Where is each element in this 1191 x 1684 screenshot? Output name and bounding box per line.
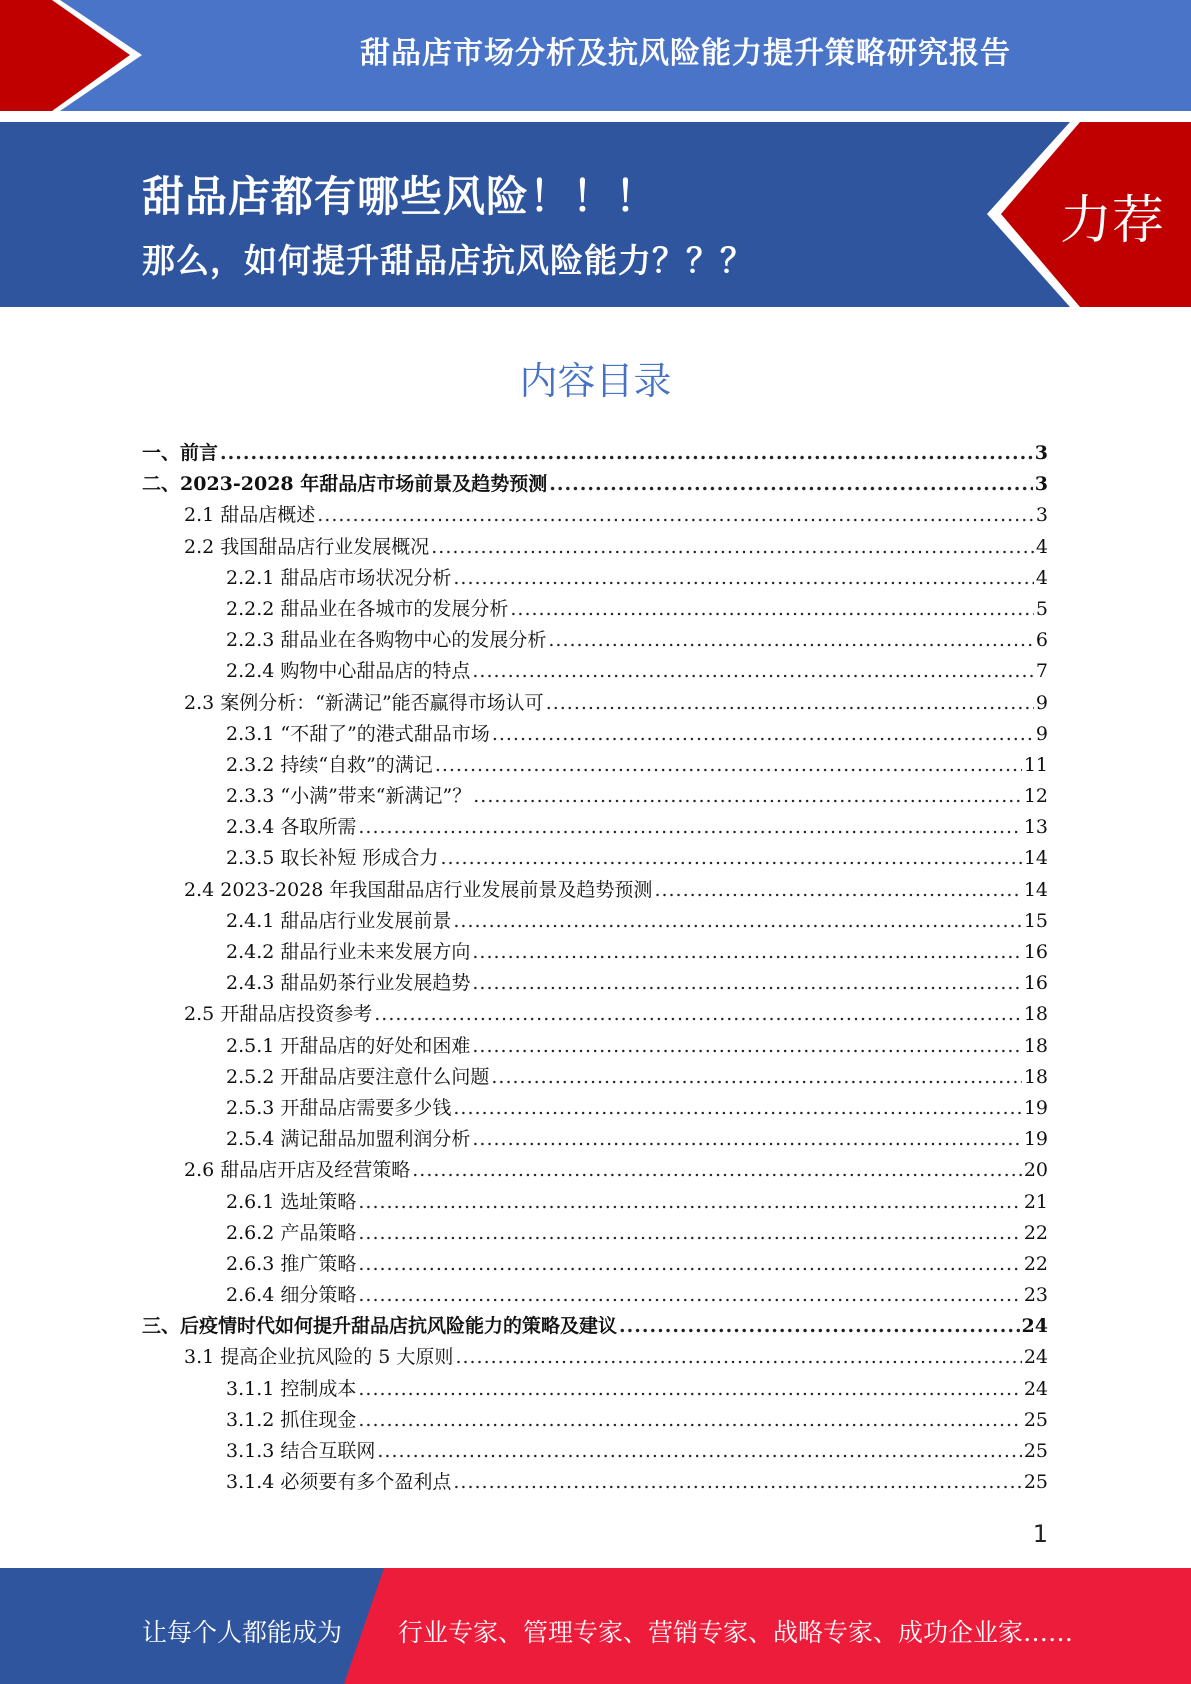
toc-entry[interactable]: [142, 1155, 1048, 1186]
toc-entry-text: 2.6.2 产品策略: [226, 1221, 357, 1244]
footer-slogan-right: 行业专家、管理专家、营销专家、战略专家、成功企业家……: [398, 1618, 1074, 1647]
toc-entry-text: 2.3.3 “小满”带来“新满记”？: [226, 785, 472, 808]
toc-leader-dots: [435, 754, 1022, 776]
toc-entry-text: 2.3.5 取长补短 形成合力: [226, 847, 439, 870]
toc-entry[interactable]: [142, 906, 1048, 937]
toc-entry-page: 5: [1035, 597, 1048, 620]
toc-entry-page: 16: [1023, 941, 1048, 963]
toc-entry-text: 3.1.2 抓住现金: [226, 1408, 357, 1431]
toc-leader-dots: [510, 598, 1034, 620]
toc-entry[interactable]: [142, 999, 1048, 1030]
toc-entry-text: 3.1 提高企业抗风险的 5 大原则: [184, 1346, 454, 1369]
toc-entry-page: 20: [1023, 1159, 1048, 1182]
toc-leader-dots: [473, 785, 1022, 807]
toc-entry-text: 3.1.3 结合互联网: [226, 1440, 376, 1462]
toc-entry[interactable]: [142, 1187, 1048, 1218]
toc-entry-page: 24: [1023, 1346, 1048, 1369]
toc-entry[interactable]: [142, 812, 1048, 843]
toc-entry[interactable]: [142, 594, 1048, 625]
toc-entry-text: 2.6 甜品店开店及经营策略: [184, 1159, 411, 1182]
toc-leader-dots: [546, 692, 1034, 714]
toc-leader-dots: [358, 1378, 1021, 1400]
toc-leader-dots: [358, 816, 1021, 838]
toc-entry[interactable]: [142, 1031, 1048, 1062]
toc-entry-text: 2.6.3 推广策略: [226, 1252, 357, 1275]
toc-leader-dots: [472, 941, 1021, 963]
toc-entry[interactable]: [142, 1436, 1048, 1467]
toc-entry[interactable]: [142, 937, 1048, 968]
toc-entry-text: 2.3.1 “不甜了”的港式甜品市场: [226, 722, 490, 745]
toc-entry[interactable]: [142, 1093, 1048, 1124]
toc-entry-page: 3: [1034, 442, 1048, 464]
top-banner: [0, 0, 1191, 111]
toc-leader-dots: [492, 723, 1034, 745]
toc-entry-page: 3: [1034, 473, 1048, 496]
toc-entry[interactable]: [142, 843, 1048, 874]
toc-entry-page: 25: [1023, 1408, 1048, 1431]
toc-entry[interactable]: [142, 1124, 1048, 1155]
toc-entry-page: 12: [1023, 785, 1048, 808]
toc-entry-page: 15: [1023, 909, 1048, 932]
toc-entry[interactable]: [142, 469, 1048, 500]
toc-entry-text: 一、前言: [142, 442, 219, 464]
toc-entry-text: 2.3.2 持续“自救”的满记: [226, 753, 433, 776]
toc-entry-page: 22: [1023, 1221, 1048, 1244]
toc-entry-page: 18: [1023, 1034, 1048, 1057]
toc-leader-dots: [358, 1191, 1021, 1213]
toc-entry-text: 2.6.4 细分策略: [226, 1284, 357, 1307]
toc-entry[interactable]: [142, 625, 1048, 656]
toc-entry[interactable]: [142, 1062, 1048, 1093]
toc-entry-text: 2.2.2 甜品业在各城市的发展分析: [226, 597, 509, 620]
toc-title: 内容目录: [519, 359, 672, 403]
toc-entry[interactable]: [142, 1467, 1048, 1498]
toc-leader-dots: [374, 1003, 1022, 1025]
banner-divider: [0, 111, 1191, 122]
toc-entry[interactable]: [142, 781, 1048, 812]
table-of-contents: [142, 438, 1048, 1498]
toc-leader-dots: [453, 1471, 1021, 1493]
toc-entry[interactable]: [142, 750, 1048, 781]
toc-leader-dots: [549, 473, 1033, 495]
toc-entry-text: 2.6.1 选址策略: [226, 1190, 357, 1213]
toc-entry[interactable]: [142, 1280, 1048, 1311]
hero-subheadline: 那么，如何提升甜品店抗风险能力？？？: [142, 241, 754, 280]
toc-entry[interactable]: [142, 1342, 1048, 1373]
toc-entry-page: 24: [1021, 1315, 1048, 1338]
toc-entry-page: 21: [1023, 1190, 1048, 1213]
toc-entry-text: 2.4 2023-2028 年我国甜品店行业发展前景及趋势预测: [184, 878, 653, 901]
toc-entry[interactable]: [142, 438, 1048, 469]
toc-entry-page: 4: [1035, 535, 1048, 558]
toc-entry-page: 7: [1035, 660, 1048, 683]
toc-entry[interactable]: [142, 500, 1048, 531]
toc-leader-dots: [491, 1066, 1021, 1088]
hero-headline: 甜品店都有哪些风险！！！: [142, 172, 659, 221]
toc-entry-page: 22: [1023, 1252, 1048, 1275]
toc-entry-page: 9: [1035, 722, 1048, 745]
toc-leader-dots: [412, 1159, 1022, 1181]
toc-entry-text: 3.1.1 控制成本: [226, 1377, 357, 1400]
toc-leader-dots: [358, 1409, 1021, 1431]
toc-entry-page: 3: [1035, 504, 1048, 527]
footer-slogan-left: 让每个人都能成为: [142, 1618, 343, 1647]
toc-entry-text: 2.2.1 甜品店市场状况分析: [226, 566, 452, 589]
toc-leader-dots: [431, 536, 1034, 558]
toc-entry-text: 2.2 我国甜品店行业发展概况: [184, 535, 430, 558]
toc-entry[interactable]: [142, 532, 1048, 563]
toc-entry[interactable]: [142, 1374, 1048, 1405]
toc-entry-page: 13: [1023, 816, 1048, 839]
toc-entry-page: 9: [1035, 691, 1048, 714]
toc-entry[interactable]: [142, 688, 1048, 719]
top-banner-arrow-icon: [0, 0, 150, 111]
toc-entry-text: 三、后疫情时代如何提升甜品店抗风险能力的策略及建议: [142, 1315, 618, 1338]
toc-entry-text: 二、2023-2028 年甜品店市场前景及趋势预测: [142, 473, 548, 496]
toc-entry-text: 2.5 开甜品店投资参考: [184, 1003, 373, 1026]
toc-entry[interactable]: [142, 1218, 1048, 1249]
toc-entry-text: 2.5.1 开甜品店的好处和困难: [226, 1034, 471, 1057]
toc-leader-dots: [358, 1284, 1021, 1306]
toc-entry[interactable]: [142, 968, 1048, 999]
toc-leader-dots: [472, 1035, 1021, 1057]
page-number: 1: [1032, 1520, 1048, 1548]
toc-leader-dots: [453, 910, 1021, 932]
toc-entry-page: 4: [1035, 566, 1048, 589]
toc-entry-text: 2.2.3 甜品业在各购物中心的发展分析: [226, 629, 547, 652]
toc-entry-text: 2.5.2 开甜品店要注意什么问题: [226, 1065, 490, 1088]
toc-leader-dots: [317, 504, 1034, 526]
toc-entry-page: 23: [1023, 1284, 1048, 1307]
toc-entry-text: 2.3.4 各取所需: [226, 816, 357, 839]
toc-entry[interactable]: [142, 875, 1048, 906]
recommend-badge: 力荐: [1060, 191, 1165, 251]
toc-entry-page: 24: [1023, 1377, 1048, 1400]
report-title: 甜品店市场分析及抗风险能力提升策略研究报告: [360, 36, 1011, 71]
toc-leader-dots: [654, 879, 1021, 901]
toc-entry[interactable]: [142, 1311, 1048, 1342]
toc-entry[interactable]: [142, 1249, 1048, 1280]
toc-leader-dots: [440, 847, 1021, 869]
toc-leader-dots: [377, 1440, 1021, 1462]
toc-entry-text: 2.2.4 购物中心甜品店的特点: [226, 660, 471, 683]
toc-leader-dots: [472, 972, 1021, 994]
toc-leader-dots: [453, 1097, 1021, 1119]
toc-entry-text: 2.4.2 甜品行业未来发展方向: [226, 941, 471, 963]
toc-entry-page: 6: [1035, 629, 1048, 652]
toc-entry-page: 11: [1023, 753, 1048, 776]
toc-entry[interactable]: [142, 563, 1048, 594]
toc-leader-dots: [453, 567, 1034, 589]
toc-entry[interactable]: [142, 719, 1048, 750]
toc-leader-dots: [358, 1222, 1021, 1244]
toc-entry-text: 3.1.4 必须要有多个盈利点: [226, 1471, 452, 1494]
toc-leader-dots: [358, 1253, 1021, 1275]
toc-entry-page: 18: [1023, 1003, 1048, 1026]
toc-entry-page: 14: [1023, 878, 1048, 901]
toc-entry-text: 2.1 甜品店概述: [184, 504, 316, 527]
toc-entry[interactable]: [142, 656, 1048, 687]
toc-entry-page: 16: [1023, 972, 1048, 995]
toc-leader-dots: [455, 1346, 1021, 1368]
toc-entry-text: 2.4.3 甜品奶茶行业发展趋势: [226, 972, 471, 995]
toc-leader-dots: [472, 1128, 1021, 1150]
toc-entry-text: 2.5.4 满记甜品加盟利润分析: [226, 1128, 471, 1151]
toc-entry-page: 18: [1023, 1065, 1048, 1088]
toc-entry-page: 25: [1023, 1471, 1048, 1494]
toc-entry-page: 19: [1023, 1096, 1048, 1119]
footer-band: [0, 1568, 1191, 1684]
toc-leader-dots: [220, 442, 1033, 464]
toc-entry-page: 25: [1023, 1440, 1048, 1462]
toc-entry-page: 19: [1023, 1128, 1048, 1151]
toc-entry-text: 2.4.1 甜品店行业发展前景: [226, 909, 452, 932]
toc-entry-page: 14: [1023, 847, 1048, 870]
toc-leader-dots: [619, 1315, 1020, 1337]
toc-entry[interactable]: [142, 1405, 1048, 1436]
toc-leader-dots: [472, 660, 1034, 682]
toc-entry-text: 2.3 案例分析：“新满记”能否赢得市场认可: [184, 691, 544, 714]
toc-entry-text: 2.5.3 开甜品店需要多少钱: [226, 1096, 452, 1119]
toc-leader-dots: [548, 629, 1034, 651]
